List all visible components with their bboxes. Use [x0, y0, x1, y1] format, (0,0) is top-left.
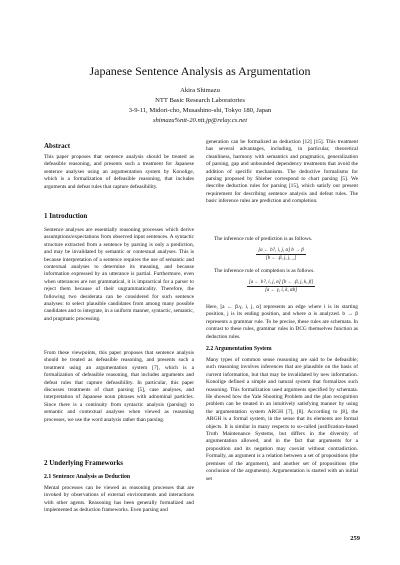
subsection-2-1-heading: 2.1 Sentence Analysis as Deduction	[44, 474, 131, 480]
completion-intro: The inference rule of completion is as follows.	[214, 268, 315, 274]
paper-title: Japanese Sentence Analysis as Argumentation	[89, 64, 311, 78]
subsection-2-2-heading: 2.2 Argumentation System	[206, 346, 272, 352]
section-1-heading: 1 Introduction	[44, 212, 88, 220]
completion-rule	[216, 280, 346, 293]
author-name: Akira Shimazu	[180, 87, 220, 94]
page-number: 259	[350, 535, 360, 542]
subsection-2-1-text: Mental processes can be viewed as reasoning processes that are invoked by observations of external environments and interactions with other agents. Reasoning has been generally formalized and implemented as deduction frameworks. Even parsing and	[44, 485, 194, 514]
right-paragraph-2: Here, [a ← β.γ, i, j, α] represents an edge where i is its starting position, j is its ending position, and where α is analyzed. b → β represents a grammar rule. To be precise, these rules are schemata. In contrast to these rules, grammar rules in DCG themselves function as deduction rules.	[206, 304, 358, 340]
abstract-heading: Abstract	[44, 142, 71, 150]
right-paragraph-1: generation can be formalized as deduction [12] [15]. This treatment has several advantages, including, in particular, theoretical cleanliness, harmony with semantics and pragmatics, generalization of parsing, gap and unbounded dependency treatments that avoid the addition of specific mechanisms. The deductive formalisms for parsing proposed by Shieber correspond to chart parsing [5]. We describe deduction rules for parsing [15], which satisfy our present requirement for describing sentence analysis and defeat rules. The basic inference rules are prediction and completion.	[206, 139, 358, 205]
author-email: shimazu%ntt-20.ntt.jp@relay.cs.net	[152, 117, 248, 124]
section-2-heading: 2 Underlying Frameworks	[44, 459, 123, 467]
author-affiliation: NTT Basic Research Laboratories	[155, 97, 245, 104]
right-paragraph-3: Many types of common sense reasoning are said to be defeasible; such reasoning involves inferences that are plausible on the basis of current information, but that may be invalidated by new information. Konolige defined a simple and natural system that formalizes such reasoning. This formalization used arguments specified by schemata. He showed how the Yale Shooting Problem and the plan recognition problem can be treated in an intuitively satisfying manner by using the argumentation system ARGH [7], [8]. According to [8], the ARGH is a formal system, in the sense that its elements are formal objects. It is similar in many respects to so-called justification-based Truth Maintenance Systems, but differs in the diversity of argumentation allowed, and in the fact that arguments for a proposition and its negation may coexist without contradiction. Formally, an argument is a relation between a set of propositions (the premises of the argument), and another set of propositions (the conclusion of the arguments). Argumentation is started with an initial set	[206, 357, 358, 482]
prediction-conclusion: [b ← .β, j, j, _]	[265, 256, 297, 261]
section-1-paragraph-2: From these viewpoints, this paper proposes that sentence analysis should be treated as defeasible reasoning, and presents such a treatment using an argumentation system [7], which is a formalization of defeasible reasoning, that includes arguments and defeat rules that capture defeasibility. In particular, this paper discusses treatments of chart parsing [5], case analyses, and interpretation of Japanese noun phrases with adnominal particles. Since there is a continuity from syntactic analysis (parsing) to semantic and contextual analyses when viewed as reasoning processes, we use the word analysis rather than parsing.	[44, 350, 194, 423]
section-1-paragraph-1: Sentence analyses are essentially reasoning processes which derive assumptions/expectations from observed input sentences. A syntactic structure extracted from a sentence by parsing is only a prediction, and may be invalidated by semantic or contextual analyses. This is because interpretation of a sentence requires the use of semantic and contextual analyses to determine its meaning, and because information expressed by an utterance is partial. Furthermore, even when utterances are not grammatical, it is impractical for a parser to reject them because of their ungrammaticality. Therefore, the following two desiderata can be considered for such sentence analyses: to select plausible candidates from among many possible candidates and to integrate, in a uniform manner, syntactic, semantic, and pragmatic processing.	[44, 227, 194, 322]
author-address: 3-9-11, Midori-cho, Musashino-shi, Tokyo 180, Japan	[128, 107, 272, 114]
prediction-intro: The inference rule of prediction is as follows.	[214, 236, 313, 242]
prediction-premise: [a ← b?, i, j, α] b → β	[258, 248, 304, 253]
abstract-text: This paper proposes that sentence analysis should be treated as defeasible reasoning, and presents such a treatment for Japanese sentence analyses using an argumentation system by Konolige, which is a formalization of defeasible reasoning, that includes arguments and defeat rules that capture defeasibility.	[44, 154, 194, 190]
completion-premise: [a ← b?, i, j, α] [b ← .β, j, k, β]	[248, 280, 314, 285]
completion-conclusion: [a ← γ, i, k, αb]	[264, 288, 298, 293]
prediction-rule	[226, 248, 336, 261]
